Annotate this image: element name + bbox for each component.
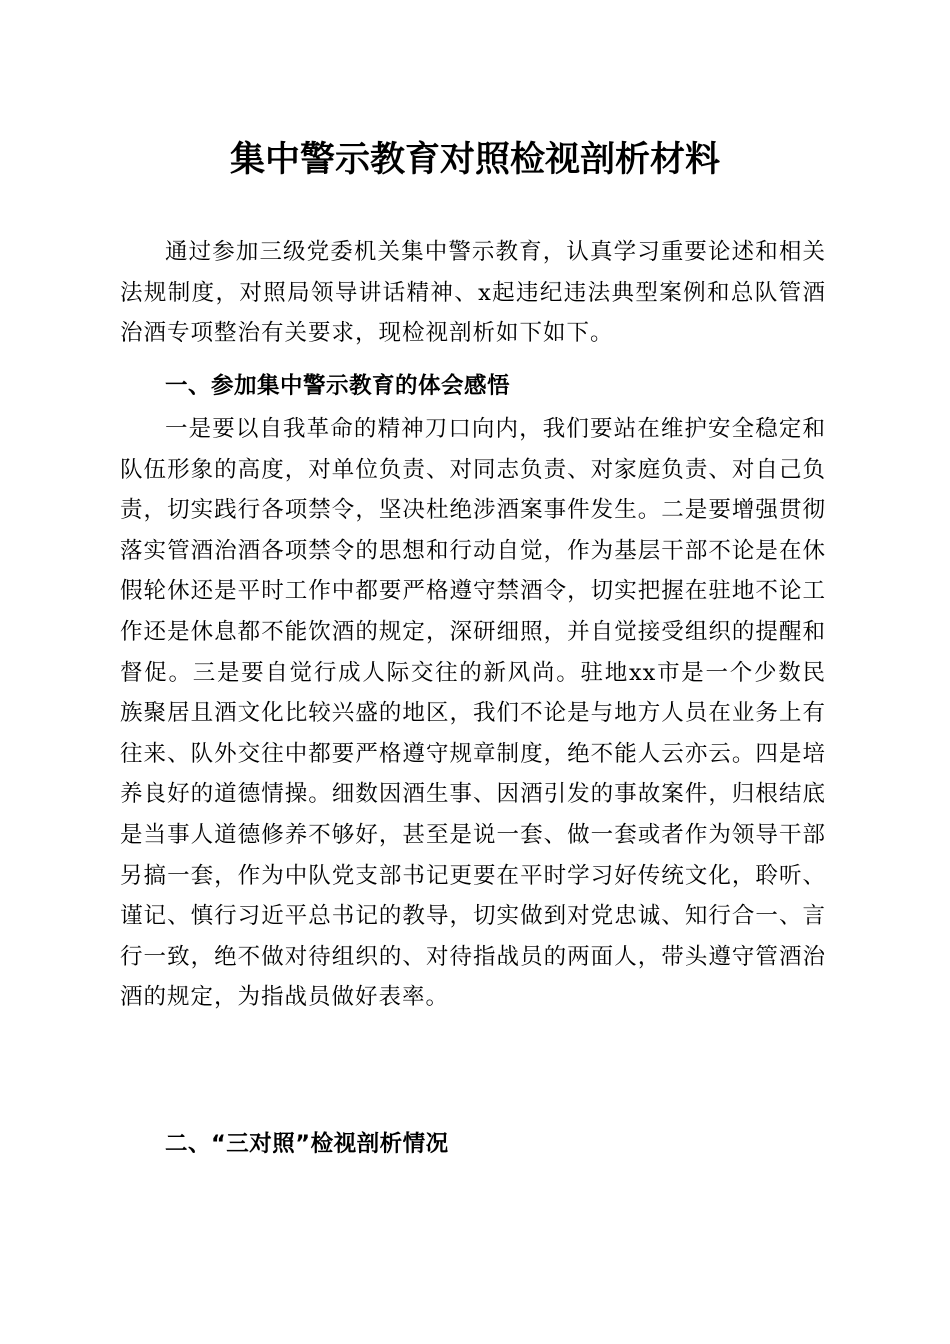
section-1-paragraph: 一是要以自我革命的精神刀口向内，我们要站在维护安全稳定和队伍形象的高度，对单位负责、对同志负责、对家庭负责、对自己负责，切实践行各项禁令，坚决杜绝涉酒案事件发生。二是要增强贯彻落实管酒治酒各项禁令的思想和行动自觉，作为基层干部不论是在休假轮休还是平时工作中都要严格遵守禁酒令，切实把握在驻地不论工作还是休息都不能饮酒的规定，深研细照，并自觉接受组织的提醒和督促。三是要自觉行成人际交往的新风尚。驻地xx市是一个少数民族聚居且酒文化比较兴盛的地区，我们不论是与地方人员在业务上有往来、队外交往中都要严格遵守规章制度，绝不能人云亦云。四是培养良好的道德情操。细数因酒生事、因酒引发的事故案件，归根结底是当事人道德修养不够好，甚至是说一套、做一套或者作为领导干部另搞一套，作为中队党支部书记更要在平时学习好传统文化，聆听、谨记、慎行习近平总书记的教导，切实做到对党忠诚、知行合一、言行一致，绝不做对待组织的、对待指战员的两面人，带头遵守管酒治酒的规定，为指战员做好表率。 — [120, 416, 826, 1011]
section-1-heading: 一、参加集中警示教育的体会感悟 — [165, 373, 511, 399]
intro-paragraph: 通过参加三级党委机关集中警示教育，认真学习重要论述和相关法规制度，对照局领导讲话精神、x起违纪违法典型案例和总队管酒治酒专项整治有关要求，现检视剖析如下如下。 — [120, 239, 826, 347]
document-title: 集中警示教育对照检视剖析材料 — [229, 139, 720, 180]
section-2-heading: 二、“三对照”检视剖析情况 — [165, 1131, 449, 1157]
